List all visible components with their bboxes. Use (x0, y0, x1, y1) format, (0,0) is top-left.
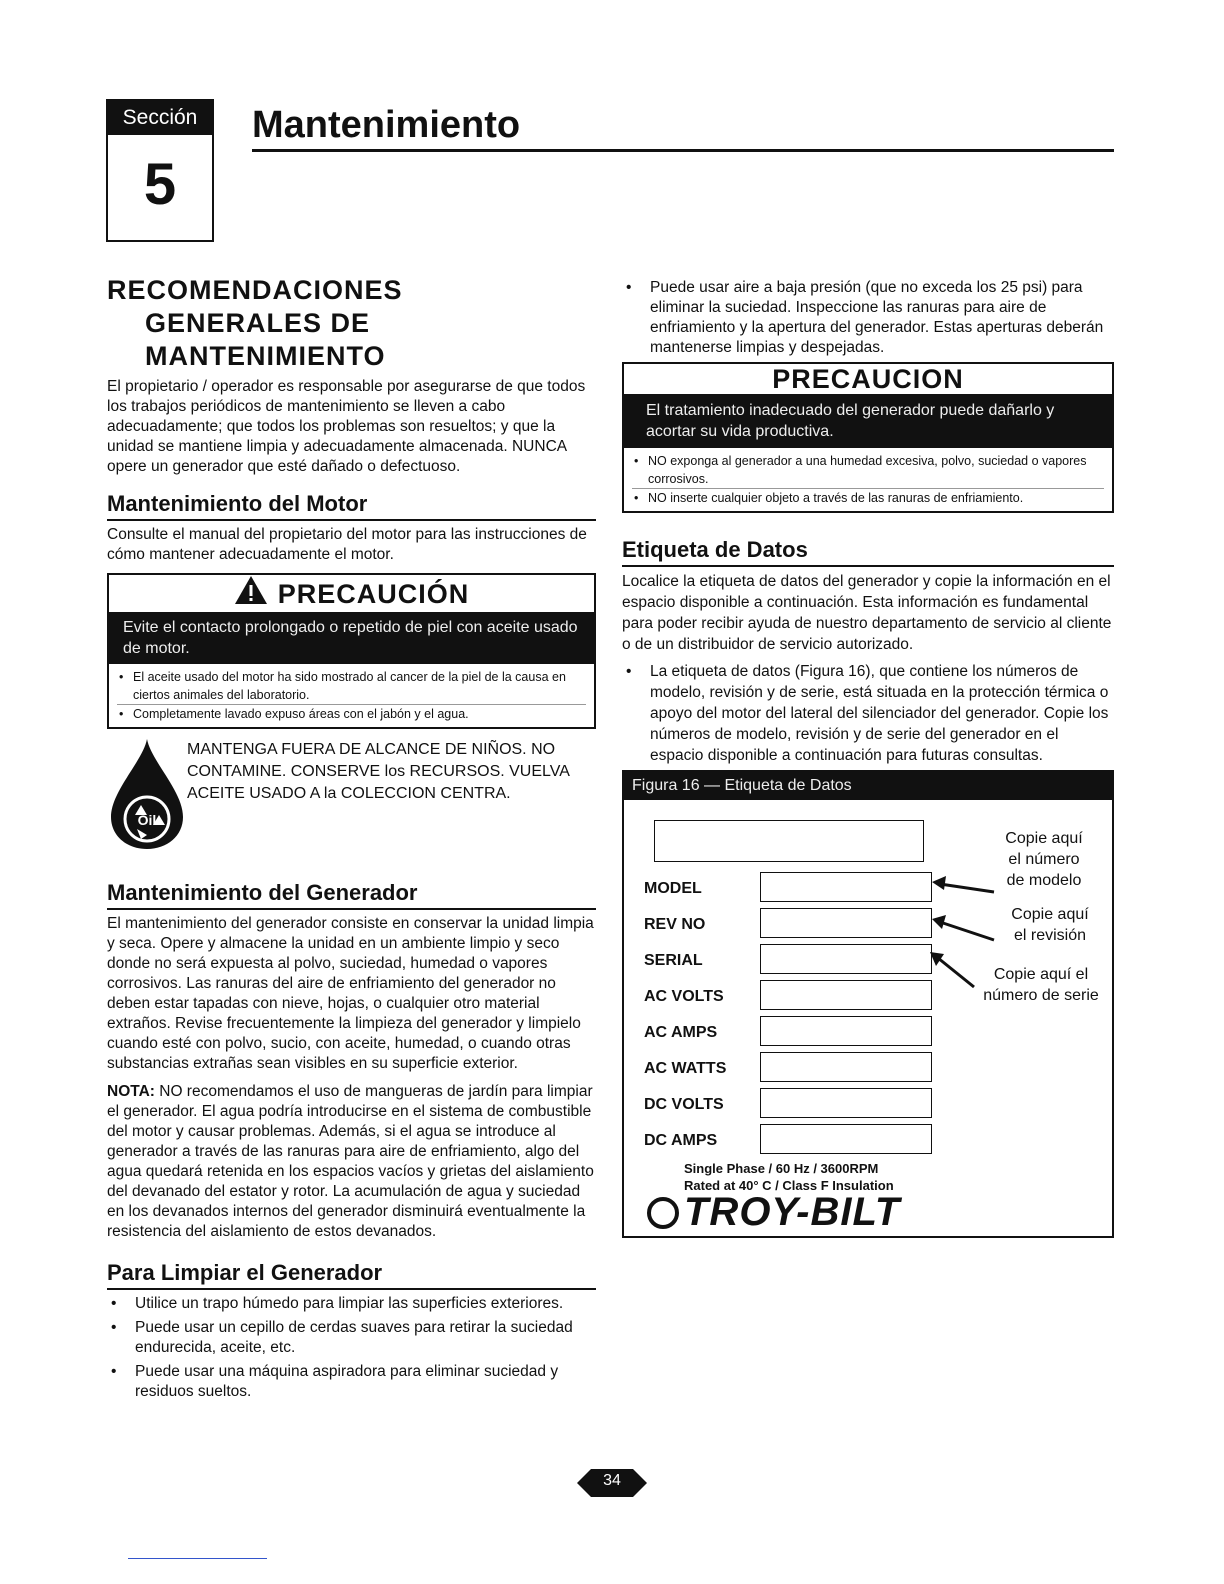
intro-paragraph: El propietario / operador es responsable por asegurarse de que todos los trabajos periódicos de mantenimiento se lleven a cabo adecuadamente; que todos los problemas son resueltos; y que la unidad se mantiene limpia y adecuadamente almacenada. NUNCA opere un generador que esté dañado o defectuoso. (107, 378, 586, 475)
note-revision-line-1: Copie aquí (1011, 906, 1089, 923)
caution-item: • NO exponga al generador a una humedad excesiva, polvo, suciedad o vapores corrosivos. (632, 452, 1104, 489)
data-label-heading: Etiqueta de Datos (622, 537, 1114, 567)
page-number: 34 (603, 1472, 621, 1489)
section-badge (106, 99, 214, 242)
oil-recycle-text: MANTENGA FUERA DE ALCANCE DE NIÑOS. NO CONTAMINE. CONSERVE los RECURSOS. VUELVA ACEITE USADO A la COLECCION CENTRA. (187, 741, 570, 802)
caution-bar: El tratamiento inadecuado del generador puede dañarlo y acortar su vida productiva. (624, 394, 1112, 448)
section-label: Sección (108, 101, 212, 135)
label-ac-volts: AC VOLTS (644, 988, 724, 1005)
oil-icon-label: Oil (137, 812, 157, 828)
label-ac-watts: AC WATTS (644, 1060, 727, 1077)
nota-label: NOTA: (107, 1083, 155, 1100)
caution-title: PRECAUCION (772, 364, 964, 394)
clean-list (107, 1294, 596, 1402)
note-model-line-3: de modelo (1006, 872, 1082, 889)
note-model (984, 828, 1104, 891)
nota-text: NO recomendamos el uso de mangueras de jardín para limpiar el generador. El agua podría introducirse en el sistema de combustible del motor y causar problemas. Además, si el agua se introduce al generador a través de las ranuras para aire de enfriamiento, algo del agua quedará retenida en los espacios vacíos y grietas del aislamiento del devanado del estator y rotor. La acumulación de agua y suciedad en los devanados internos del generador disminuirá eventualmente la resistencia del aislamiento de estos devanados. (107, 1083, 594, 1240)
air-bullet-list (622, 278, 1114, 358)
clean-heading: Para Limpiar el Generador (107, 1260, 596, 1290)
label-dc-amps: DC AMPS (644, 1132, 718, 1149)
brand-logo-text: TROY-BILT (684, 1190, 901, 1234)
label-ac-amps: AC AMPS (644, 1024, 718, 1041)
figure-16-data-label (622, 770, 1114, 1238)
main-heading-line-1: RECOMENDACIONES (107, 275, 403, 305)
note-model-line-1: Copie aquí (1005, 830, 1083, 847)
list-item: • Puede usar aire a baja presión (que no exceda los 25 psi) para eliminar la suciedad. Inspeccione las ranuras para aire de enfriamiento y la apertura del generador. Estas aperturas deberán mantenerse limpias y despejadas. (622, 278, 1114, 358)
main-heading-line-3: MANTENIMIENTO (145, 341, 386, 371)
label-model: MODEL (644, 880, 702, 897)
footer-link-line (128, 1558, 267, 1559)
spec-line-2: Rated at 40° C / Class F Insulation (684, 1178, 894, 1193)
title-rule (252, 149, 1114, 152)
caution-item: • Completamente lavado expuso áreas con el jabón y el agua. (117, 705, 586, 723)
figure-caption: Figura 16 — Etiqueta de Datos (624, 772, 1112, 800)
list-item: • Utilice un trapo húmedo para limpiar las superficies exteriores. (107, 1294, 596, 1314)
note-model-line-2: el número (1008, 851, 1080, 868)
caution-title (109, 575, 594, 612)
caution-box-generator (622, 362, 1114, 513)
motor-paragraph: Consulte el manual del propietario del motor para las instrucciones de cómo mantener adecuadamente el motor. (107, 526, 587, 563)
caution-box-motor (107, 573, 596, 729)
caution-item: • El aceite usado del motor ha sido mostrado al cancer de la piel de la causa en ciertos animales del laboratorio. (117, 668, 586, 705)
note-serial-line-1: Copie aquí el (993, 966, 1089, 983)
caution-bar: Evite el contacto prolongado o repetido de piel con aceite usado de motor. (109, 612, 594, 664)
data-label-paragraph: Localice la etiqueta de datos del generador y copie la información en el espacio disponible a continuación. Esta información es fundamental para poder recibir ayuda de nuestro departamento de servicio al cliente o de un distribuidor de servicio autorizado. (622, 573, 1112, 653)
main-heading-line-2: GENERALES DE (145, 308, 371, 338)
data-label-bullet-list (622, 661, 1114, 766)
dc-amps-input-box[interactable] (760, 1124, 932, 1154)
generator-heading: Mantenimiento del Generador (107, 880, 596, 910)
nota-paragraph (107, 1082, 596, 1242)
main-heading (107, 274, 596, 373)
caution-title-text: PRECAUCIÓN (277, 579, 470, 609)
note-serial-line-2: número de serie (983, 987, 1099, 1004)
list-item: • La etiqueta de datos (Figura 16), que contiene los números de modelo, revisión y de serie, está situada en la protección térmica o apoyo del motor del lateral del silenciador del generador. Copie los números de modelo, revisión y de serie del generador en el espacio disponible a continuación para futuras consultas. (622, 661, 1114, 766)
page-title: Mantenimiento (252, 104, 521, 146)
label-serial: SERIAL (644, 952, 703, 969)
left-column (107, 274, 596, 1406)
generator-paragraph: El mantenimiento del generador consiste en conservar la unidad limpia y seca. Opere y almacene la unidad en un ambiente limpio y seco donde no será expuesta al polvo, suciedad, humedad o vapores corrosivos. Las ranuras del aire de enfriamiento del generador no deben estar tapadas con nieve, hojas, o cualquier otro material extraños. Revise frecuentemente la limpieza del generador y limpielo cuando esté con polvo, sucio, con aceite, humedad, o cuando otras substancias extrañas sean visibles en su superficie exterior. (107, 915, 594, 1072)
oil-recycle-notice (107, 739, 596, 856)
brand-logo-icon (646, 1196, 680, 1230)
caution-item: • NO inserte cualquier objeto a través de las ranuras de enfriamiento. (632, 489, 1104, 507)
note-serial (976, 964, 1106, 1006)
spec-line-1: Single Phase / 60 Hz / 3600RPM (684, 1161, 879, 1176)
oil-drop-icon (107, 739, 185, 856)
label-dc-volts: DC VOLTS (644, 1096, 724, 1113)
note-revision (990, 904, 1110, 946)
caution-list (109, 664, 594, 727)
list-item: • Puede usar una máquina aspiradora para eliminar suciedad y residuos sueltos. (107, 1362, 596, 1402)
label-rev-no: REV NO (644, 916, 706, 933)
pointer-arrows (624, 862, 1114, 1062)
blank-box (654, 820, 924, 862)
section-number: 5 (143, 152, 177, 217)
dc-volts-input-box[interactable] (760, 1088, 932, 1118)
note-revision-line-2: el revisión (1013, 927, 1087, 944)
warning-triangle-icon (234, 575, 268, 605)
caution-list (624, 448, 1112, 511)
list-item: • Puede usar un cepillo de cerdas suaves para retirar la suciedad endurecida, aceite, etc. (107, 1318, 596, 1358)
right-column (622, 278, 1114, 1238)
motor-heading: Mantenimiento del Motor (107, 491, 596, 521)
